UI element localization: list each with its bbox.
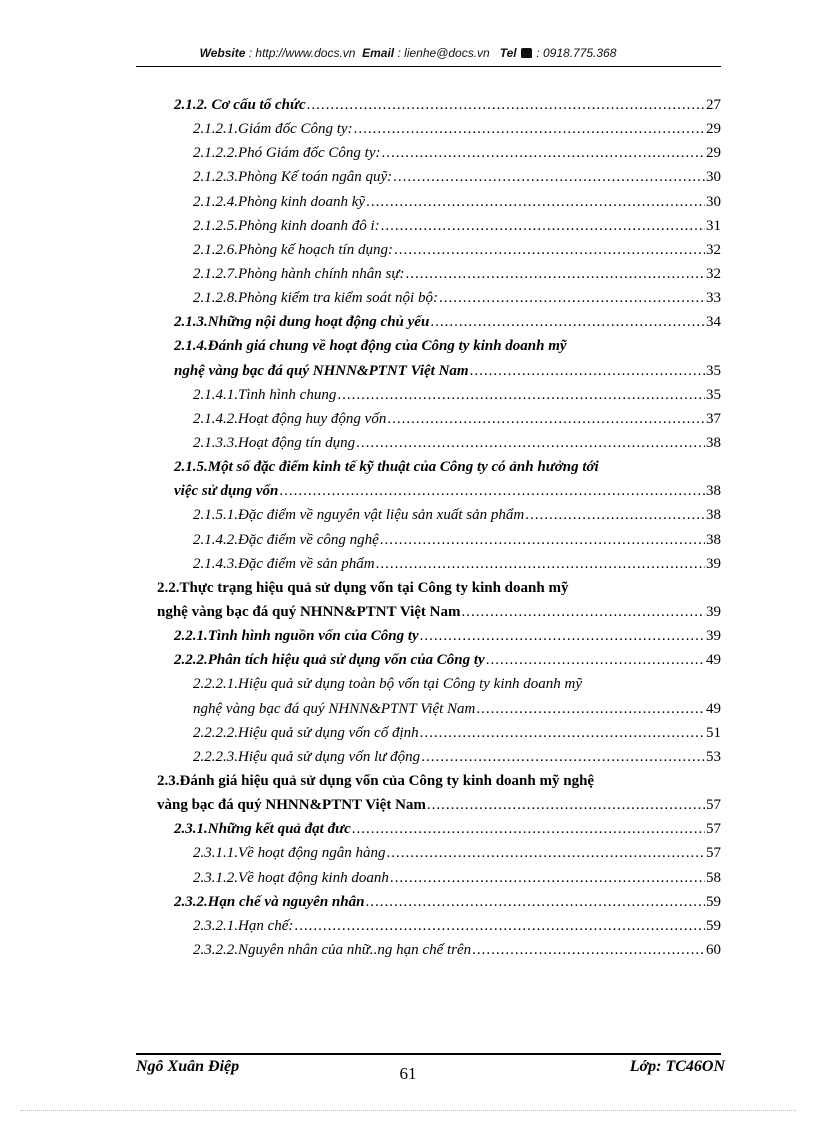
toc-page-number: 33 [706, 290, 721, 307]
dot-leader [472, 938, 705, 962]
dot-leader [356, 431, 705, 455]
toc-entry[interactable] [0, 431, 816, 455]
dot-leader [470, 359, 705, 383]
toc-page-number: 38 [706, 483, 721, 500]
toc-entry-text: việc sử dụng vốn [174, 483, 279, 500]
toc-entry[interactable] [0, 866, 816, 890]
dot-leader [381, 141, 705, 165]
toc-page-number: 32 [706, 265, 721, 282]
toc-entry-text: 2.3.2.2.Nguyên nhân của nhữ..ng hạn chế trên [193, 941, 472, 958]
email-value: : lienhe@docs.vn [397, 46, 490, 60]
toc-entry-text: 2.3.2.Hạn chế và nguyên nhân [174, 893, 365, 910]
toc-entry-text: nghệ vàng bạc đá quý NHNN&PTNT Việt Nam [174, 362, 469, 379]
toc-page-number: 59 [706, 893, 721, 910]
toc-page-number: 39 [706, 628, 721, 645]
toc-entry[interactable] [0, 890, 816, 914]
dot-leader [393, 165, 705, 189]
toc-page-number: 57 [706, 845, 721, 862]
toc-entry[interactable] [0, 503, 816, 527]
website-value: : http://www.docs.vn [248, 46, 356, 60]
tel-label: Tel [499, 46, 517, 60]
toc-entry-text: 2.3.Đánh giá hiệu quả sử dụng vốn của Công ty kinh doanh mỹ nghệ [157, 772, 595, 789]
toc-entry-text: 2.3.2.1.Hạn chế: [193, 917, 294, 934]
dot-leader [376, 552, 705, 576]
toc-page-number: 58 [706, 869, 721, 886]
dot-leader [421, 745, 705, 769]
toc-entry-text: 2.1.4.Đánh giá chung về hoạt động của Công ty kinh doanh mỹ [174, 338, 567, 355]
toc-entry[interactable] [0, 648, 816, 672]
toc-entry-text: 2.1.5.1.Đặc điểm về nguyên vật liệu sản xuất sản phẩm [193, 507, 525, 524]
toc-entry-text: 2.3.1.2.Về hoạt động kinh doanh [193, 869, 389, 886]
dot-leader [337, 383, 705, 407]
toc-entry[interactable] [0, 165, 816, 189]
toc-entry-text: 2.1.4.2.Hoạt động huy động vốn [193, 410, 387, 427]
email-label: Email [362, 46, 395, 60]
toc-page-number: 38 [706, 531, 721, 548]
toc-entry-text: 2.1.4.1.Tình hình chung [193, 386, 337, 403]
dot-leader [394, 238, 705, 262]
tel-value: : 0918.775.368 [536, 46, 617, 60]
toc-entry[interactable] [0, 721, 816, 745]
toc-entry[interactable] [0, 552, 816, 576]
toc-entry[interactable] [0, 262, 816, 286]
dot-leader [381, 214, 705, 238]
page-edge-divider [20, 1110, 796, 1111]
toc-entry[interactable] [0, 238, 816, 262]
toc-page-number: 31 [706, 217, 721, 234]
toc-entry-text: 2.1.3.Những nội dung hoạt động chủ yếu [174, 314, 430, 331]
dot-leader [365, 890, 705, 914]
toc-page-number: 57 [706, 797, 721, 814]
toc-entry[interactable] [0, 841, 816, 865]
toc-entry-text: 2.3.1.1.Về hoạt động ngân hàng [193, 845, 386, 862]
toc-page-number: 27 [706, 97, 721, 113]
toc-entry-heading [0, 334, 816, 358]
toc-entry-heading [0, 576, 816, 600]
toc-entry[interactable] [0, 214, 816, 238]
toc-entry-text: 2.1.2.1.Giám đốc Công ty: [193, 121, 353, 138]
toc-entry-heading [0, 769, 816, 793]
toc-page-number: 32 [706, 241, 721, 258]
toc-page-number: 30 [706, 193, 721, 210]
toc-entry[interactable] [0, 117, 816, 141]
toc-entry[interactable] [0, 793, 816, 817]
footer-author: Ngô Xuân Điệp [136, 1058, 240, 1075]
toc-entry-text: 2.1.3.3.Hoạt động tín dụng [193, 434, 356, 451]
toc-entry[interactable] [0, 528, 816, 552]
toc-entry-text: 2.1.4.3.Đặc điểm về sản phẩm [193, 555, 375, 572]
toc-entry-text: 2.2.2.2.Hiệu quả sử dụng vốn cố định [193, 724, 419, 741]
website-label: Website [199, 46, 246, 60]
dot-leader [486, 648, 705, 672]
dot-leader [366, 190, 705, 214]
dot-leader [462, 600, 705, 624]
toc-page-number: 51 [706, 724, 721, 741]
dot-leader [387, 407, 705, 431]
toc-entry-text: 2.1.2.2.Phó Giám đốc Công ty: [193, 145, 381, 162]
toc-entry[interactable] [0, 407, 816, 431]
dot-leader [427, 793, 705, 817]
toc-entry-text: vàng bạc đá quý NHNN&PTNT Việt Nam [157, 797, 426, 814]
toc-entry-text: 2.1.2.3.Phòng Kế toán ngân quỹ: [193, 169, 393, 186]
toc-entry-text: 2.2.Thực trạng hiệu quả sử dụng vốn tại Công ty kinh doanh mỹ [157, 579, 569, 596]
toc-entry[interactable] [0, 697, 816, 721]
toc-page-number: 60 [706, 941, 721, 958]
footer-class: Lớp: TC46ON [629, 1058, 725, 1075]
toc-entry[interactable] [0, 93, 816, 117]
toc-page-number: 53 [706, 748, 721, 765]
dot-leader [307, 93, 705, 117]
dot-leader [420, 721, 705, 745]
toc-page-number: 29 [706, 145, 721, 162]
toc-page-number: 39 [706, 555, 721, 572]
toc-entry-text: nghệ vàng bạc đá quý NHNN&PTNT Việt Nam [157, 603, 461, 620]
toc-entry-text: 2.2.2.Phân tích hiệu quả sử dụng vốn của Công ty [174, 652, 485, 669]
toc-entry-text: 2.3.1.Những kết quả đạt đưc [174, 821, 351, 838]
toc-entry-text: 2.1.2. Cơ cấu tổ chức [174, 97, 306, 113]
toc-entry[interactable] [0, 479, 816, 503]
dot-leader [439, 286, 705, 310]
toc-entry[interactable] [0, 914, 816, 938]
toc-entry[interactable] [0, 286, 816, 310]
header-divider [136, 66, 721, 67]
toc-entry[interactable] [0, 938, 816, 962]
toc-entry-text: 2.2.2.3.Hiệu quả sử dụng vốn lư động [193, 748, 421, 765]
toc-page-number: 35 [706, 386, 721, 403]
toc-entry[interactable] [0, 310, 816, 334]
dot-leader [420, 624, 705, 648]
dot-leader [430, 310, 705, 334]
table-of-contents [0, 93, 816, 962]
toc-entry[interactable] [0, 359, 816, 383]
dot-leader [279, 479, 705, 503]
toc-page-number: 38 [706, 434, 721, 451]
toc-entry-text: 2.2.2.1.Hiệu quả sử dụng toàn bộ vốn tại Công ty kinh doanh mỹ [193, 676, 582, 693]
toc-page-number: 34 [706, 314, 721, 331]
dot-leader [380, 528, 705, 552]
toc-entry-text: nghệ vàng bạc đá quý NHNN&PTNT Việt Nam [193, 700, 476, 717]
phone-icon [521, 48, 532, 58]
toc-entry[interactable] [0, 383, 816, 407]
toc-entry-text: 2.1.2.8.Phòng kiểm tra kiểm soát nội bộ: [193, 290, 438, 307]
toc-page-number: 30 [706, 169, 721, 186]
document-header [0, 46, 816, 60]
toc-page-number: 59 [706, 917, 721, 934]
dot-leader [390, 866, 705, 890]
toc-page-number: 49 [706, 652, 721, 669]
dot-leader [476, 697, 705, 721]
toc-entry-text: 2.1.2.4.Phòng kinh doanh kỹ [193, 193, 366, 210]
dot-leader [406, 262, 705, 286]
toc-entry[interactable] [0, 745, 816, 769]
toc-entry-text: 2.2.1.Tình hình nguồn vốn của Công ty [174, 628, 419, 645]
toc-page-number: 29 [706, 121, 721, 138]
dot-leader [525, 503, 705, 527]
toc-page-number: 49 [706, 700, 721, 717]
page-number: 61 [399, 1064, 417, 1083]
dot-leader [352, 817, 705, 841]
toc-entry-text: 2.1.2.5.Phòng kinh doanh đô i: [193, 217, 380, 234]
toc-entry[interactable] [0, 817, 816, 841]
toc-entry-text: 2.1.2.6.Phòng kế hoạch tín dụng: [193, 241, 393, 258]
toc-page-number: 38 [706, 507, 721, 524]
toc-page-number: 37 [706, 410, 721, 427]
dot-leader [387, 841, 706, 865]
toc-entry[interactable] [0, 190, 816, 214]
dot-leader [354, 117, 705, 141]
toc-entry-heading [0, 672, 816, 696]
footer-divider [136, 1053, 721, 1055]
toc-entry[interactable] [0, 624, 816, 648]
toc-page-number: 57 [706, 821, 721, 838]
toc-entry-heading [0, 455, 816, 479]
toc-entry-text: 2.1.4.2.Đặc điểm về công nghệ [193, 531, 379, 548]
toc-entry[interactable] [0, 141, 816, 165]
toc-page-number: 35 [706, 362, 721, 379]
toc-entry-text: 2.1.5.Một số đặc điểm kinh tế kỹ thuật của Công ty có ảnh hưởng tới [174, 459, 599, 476]
toc-entry[interactable] [0, 600, 816, 624]
toc-page-number: 39 [706, 603, 721, 620]
toc-entry-text: 2.1.2.7.Phòng hành chính nhân sự: [193, 265, 405, 282]
dot-leader [294, 914, 705, 938]
